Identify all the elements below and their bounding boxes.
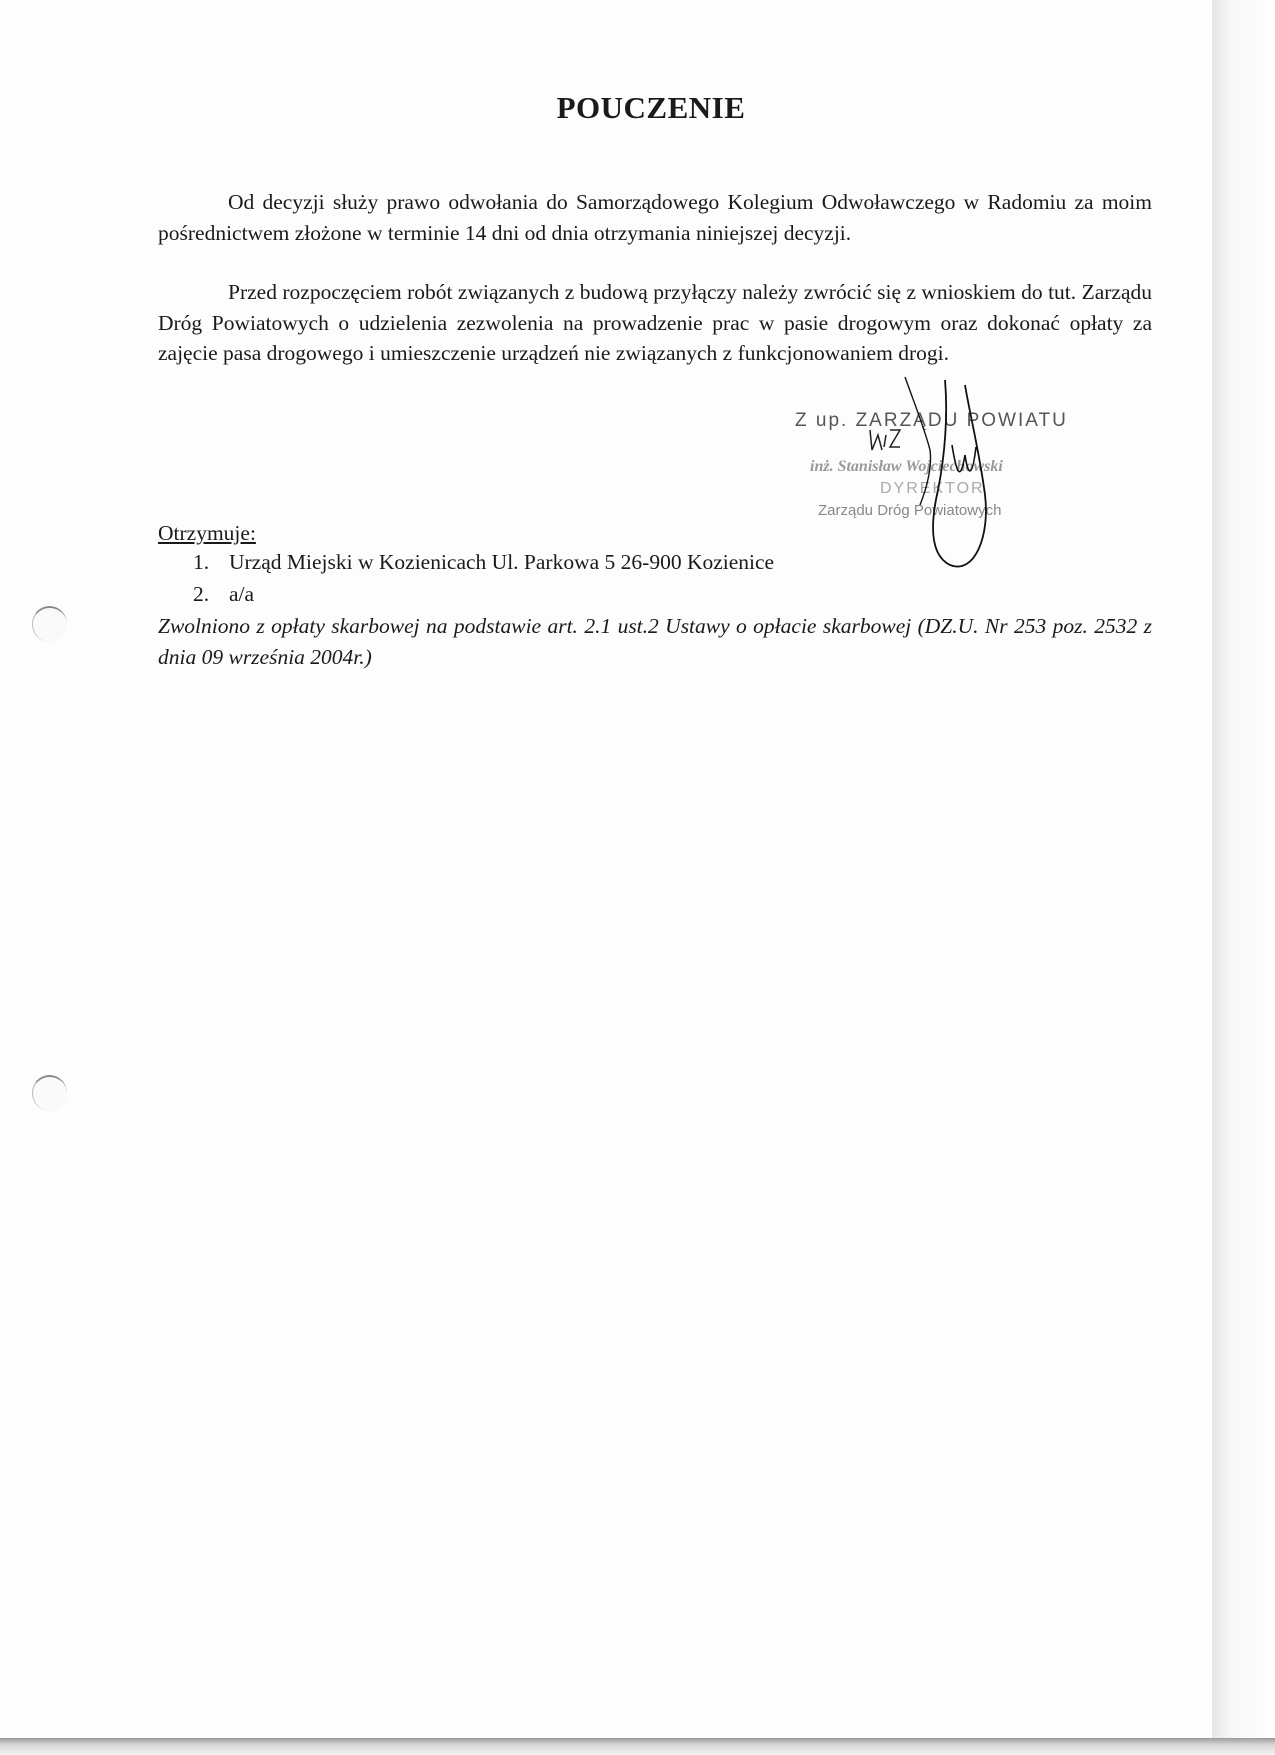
list-item-text: Urząd Miejski w Kozienicach Ul. Parkowa 5 26-900 Kozienice — [229, 550, 775, 574]
punch-hole-icon — [32, 1075, 67, 1111]
paragraph-appeal: Od decyzji służy prawo odwołania do Samorządowego Kolegium Odwoławczego w Radomiu za moim pośrednictwem złożone w terminie 14 dni od dnia otrzymania niniejszej decyzji. — [158, 190, 1152, 245]
recipients-label: Otrzymuje: — [158, 521, 256, 545]
paragraph-works: Przed rozpoczęciem robót związanych z budową przyłączy należy zwrócić się z wnioskiem do tut. Zarządu Dróg Powiatowych o udzielenia zezwolenia na prowadzenie prac w pasie drogowym oraz dokonać opłaty za zajęcie pasa drogowego i umieszczenie urządzeń nie związanych z funkcjonowaniem drogi. — [158, 280, 1152, 365]
list-item-text: a/a — [229, 582, 255, 606]
list-item-number: 1. — [193, 550, 210, 574]
stamp-line-name: inż. Stanisław Wojciechowski — [810, 458, 1003, 475]
scan-edge-bottom — [0, 1738, 1275, 1755]
list-item-number: 2. — [193, 582, 210, 606]
document-title: POUCZENIE — [556, 90, 746, 125]
list-item — [193, 582, 254, 607]
punch-hole-icon — [32, 606, 67, 642]
list-item — [193, 550, 774, 575]
stamp-line-office: Zarządu Dróg Powiatowych — [818, 502, 1002, 519]
scan-edge-right — [1212, 0, 1275, 1755]
stamp-line-position: DYREKTOR — [880, 480, 985, 497]
stamp-line-authority: Z up. ZARZĄDU POWIATU — [795, 410, 1068, 431]
handwritten-signature — [780, 375, 1080, 585]
fee-exemption-note: Zwolniono z opłaty skarbowej na podstawie art. 2.1 ust.2 Ustawy o opłacie skarbowej (DZ.U. Nr 253 poz. 2532 z dnia 09 września 2004r.) — [158, 614, 1152, 669]
